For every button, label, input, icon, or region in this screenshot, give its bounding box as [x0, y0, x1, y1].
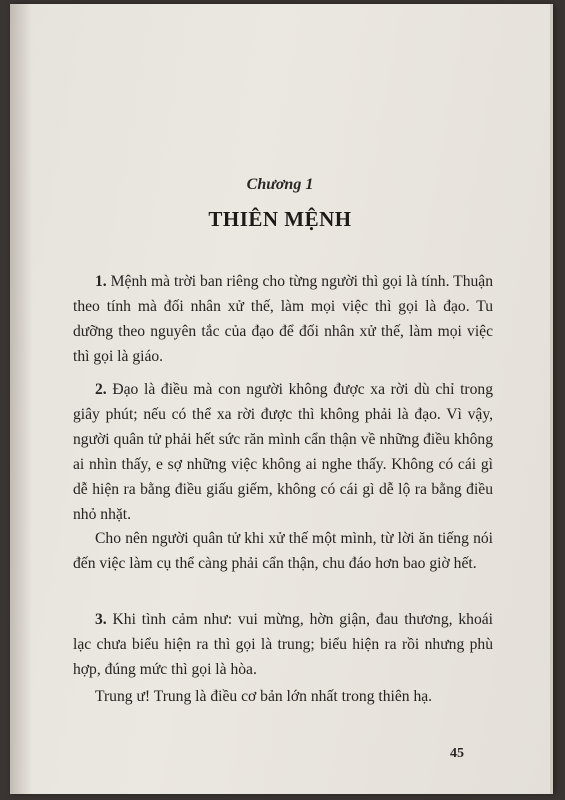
chapter-title: THIÊN MỆNH: [208, 207, 352, 231]
section-3: [73, 607, 493, 682]
section-number: 2.: [95, 381, 107, 398]
paragraph: [73, 684, 493, 709]
paragraph-text: Cho nên người quân tử khi xử thế một mình, từ lời ăn tiếng nói đến việc làm cụ thể càng phải cẩn thận, chu đáo hơn bao giờ hết.: [73, 530, 493, 572]
paragraph: [73, 377, 493, 527]
paragraph-text: Đạo là điều mà con người không được xa rời dù chỉ trong giây phút; nếu có thể xa rời được thì không phải là đạo. Vì vậy, người quân tử phải hết sức răn mình cẩn thận về những điều không ai nhìn thấy, e sợ những việc không ai nghe thấy. Không có cái gì dễ hiện ra bằng điều giấu giếm, không có cái gì dễ lộ ra bằng điều nhỏ nhặt.: [73, 381, 493, 523]
paragraph-text: Mệnh mà trời ban riêng cho từng người thì gọi là tính. Thuận theo tính mà đối nhân xử thế, làm mọi việc thì gọi là đạo. Tu dưỡng theo nguyên tắc của đạo để đối nhân xử thế, làm mọi việc thì gọi là giáo.: [73, 273, 493, 365]
section-number: 1.: [95, 273, 107, 290]
section-3-continuation: [73, 684, 493, 709]
page-number: 45: [450, 746, 464, 761]
section-2: [73, 377, 493, 527]
section-2-continuation: [73, 526, 493, 576]
paragraph: [73, 269, 493, 369]
paragraph: [73, 526, 493, 576]
spine-shadow: [10, 4, 32, 794]
paragraph: [73, 607, 493, 682]
section-1: [73, 269, 493, 369]
paragraph-text: Khi tình cảm như: vui mừng, hờn giận, đau thương, khoái lạc chưa biểu hiện ra thì gọi là trung; biểu hiện ra rồi nhưng phù hợp, đúng mức thì gọi là hòa.: [73, 611, 493, 678]
paragraph-text: Trung ư! Trung là điều cơ bản lớn nhất trong thiên hạ.: [95, 688, 433, 705]
book-page: [10, 4, 553, 794]
chapter-label: Chương 1: [246, 176, 314, 193]
section-number: 3.: [95, 611, 107, 628]
